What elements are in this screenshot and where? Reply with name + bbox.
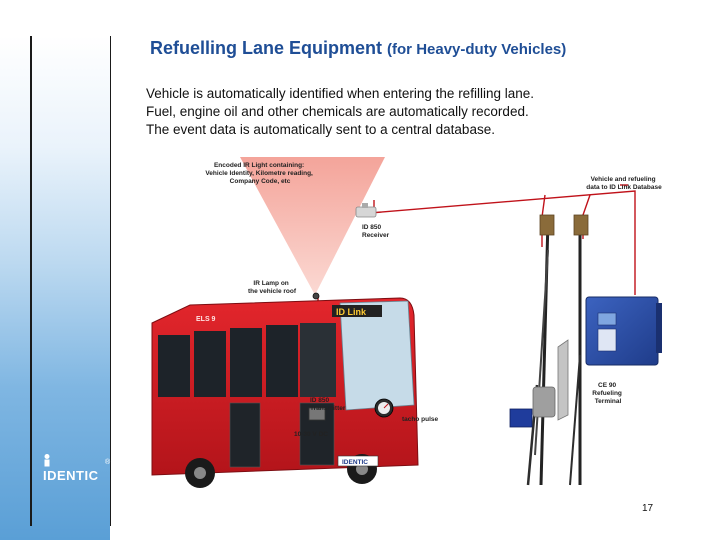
identic-logo <box>38 453 110 489</box>
slide-body <box>146 85 534 139</box>
terminal-line-1: CE 90 <box>598 382 617 389</box>
sidebar-rule-left <box>30 36 32 526</box>
bus-door <box>230 403 260 467</box>
database-line-1: Vehicle and refueling <box>590 176 656 183</box>
bus-plate-text: IDENTIC <box>342 459 368 466</box>
terminal-label <box>592 382 623 405</box>
page-number: 17 <box>642 503 654 514</box>
terminal-keypad <box>598 329 616 351</box>
tacho-label: tacho pulse <box>402 416 439 423</box>
bus-window-2 <box>194 331 226 397</box>
receiver-line-1: ID 850 <box>362 224 382 231</box>
ce90-refueling-terminal <box>586 297 662 365</box>
bus-window-1 <box>158 335 190 397</box>
ir-lamp <box>313 293 319 299</box>
sidebar <box>0 0 118 540</box>
bus-windscreen <box>340 301 414 410</box>
ir-lamp-label <box>248 280 297 295</box>
nozzle-1 <box>540 215 554 235</box>
voltage-label: 10-30 V DC <box>294 431 328 438</box>
slide-title <box>150 38 566 59</box>
terminal-line-2: Refueling <box>592 390 622 397</box>
bus <box>152 298 418 488</box>
title-subtitle: (for Heavy-duty Vehicles) <box>387 41 567 58</box>
sidebar-rule-right <box>110 36 111 526</box>
title-main: Refuelling Lane Equipment <box>150 38 383 58</box>
bus-window-5 <box>300 323 336 397</box>
logo-text: IDENTIC <box>43 468 99 483</box>
encoded-light-line-1: Encoded IR Light containing: <box>213 162 305 169</box>
bus-fleet-number: ELS 9 <box>196 316 216 323</box>
diagram-svg <box>150 155 690 530</box>
database-line-2: data to ID Link Database <box>586 184 662 191</box>
transmitter-line-1: ID 850 <box>310 397 330 404</box>
refuelling-diagram <box>150 155 690 530</box>
body-line-2: Fuel, engine oil and other chemicals are automatically recorded. <box>146 104 529 119</box>
encoded-light-line-2: Vehicle Identity, Kilometre reading, <box>205 170 313 177</box>
body-line-1: Vehicle is automatically identified when entering the refilling lane. <box>146 86 534 101</box>
encoded-light-line-3: Company Code, etc <box>229 178 291 185</box>
tacho-gauge <box>375 399 393 417</box>
bus-window-4 <box>266 325 298 397</box>
fuel-dispenser <box>510 215 588 485</box>
ir-lamp-line-1: IR Lamp on <box>253 280 289 287</box>
logo-person-icon <box>40 453 54 467</box>
ir-lamp-line-2: the vehicle roof <box>247 288 297 295</box>
signal-wire-to-terminal <box>370 191 635 295</box>
nozzle-handle <box>533 387 555 417</box>
nozzle-2 <box>574 215 588 235</box>
bus-window-3 <box>230 328 262 397</box>
transmitter-line-2: Transmitter <box>310 405 346 412</box>
bus-destination-text: ID Link <box>336 307 367 317</box>
receiver-label <box>362 224 390 239</box>
terminal-line-3: Terminal <box>594 398 622 405</box>
receiver-line-2: Receiver <box>362 232 390 239</box>
nozzle-holster <box>558 340 568 420</box>
chemical-container <box>510 409 532 427</box>
bus-rear-hub <box>194 467 206 479</box>
logo-registered-mark: ® <box>105 459 111 466</box>
database-label <box>586 176 662 191</box>
body-line-3: The event data is automatically sent to a central database. <box>146 122 495 137</box>
terminal-screen <box>598 313 616 325</box>
terminal-side <box>656 303 662 353</box>
